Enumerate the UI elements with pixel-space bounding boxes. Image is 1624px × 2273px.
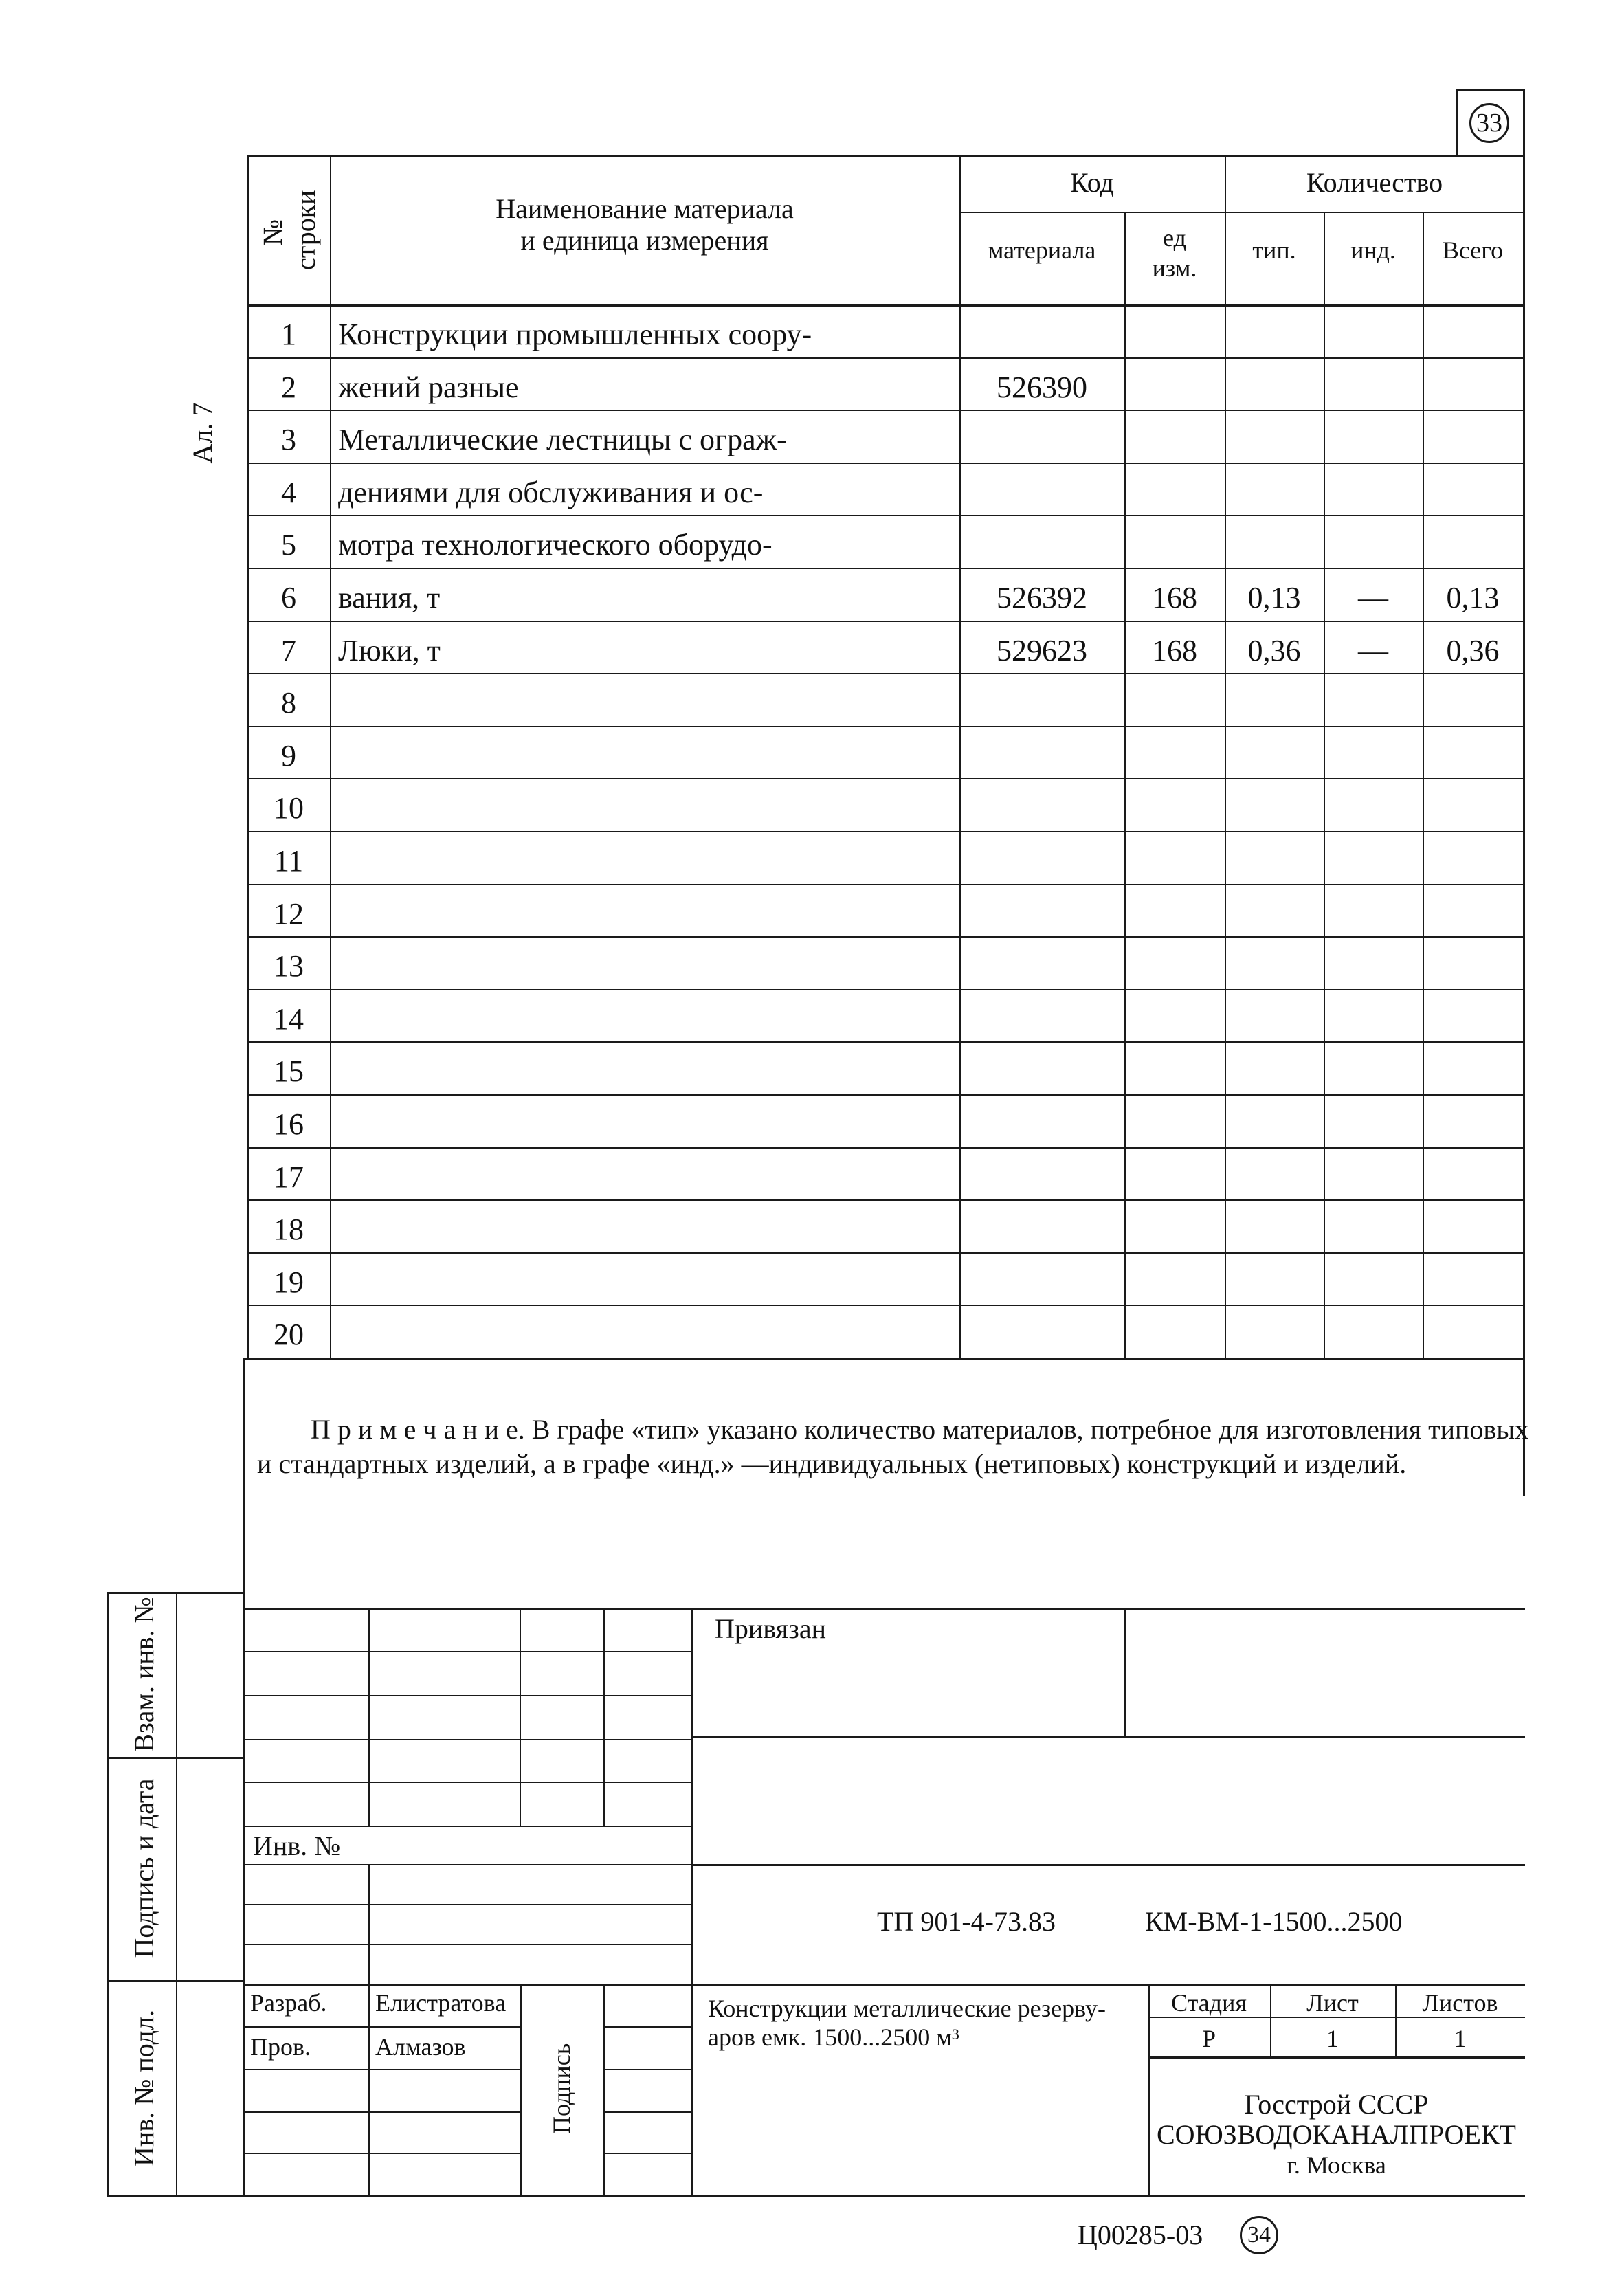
row-typ: 0,13 xyxy=(1247,581,1301,614)
footer-code: Ц00285-03 xyxy=(1078,2219,1203,2250)
row-number: 9 xyxy=(281,738,296,773)
row-number: 1 xyxy=(281,318,296,351)
row-number: 12 xyxy=(274,896,304,931)
row-total: 0,36 xyxy=(1446,633,1500,667)
row-number: 20 xyxy=(274,1318,304,1352)
row-name: вания, т xyxy=(338,581,441,614)
row-divider xyxy=(247,1252,1525,1254)
row-divider xyxy=(247,778,1525,779)
row-name: жений разные xyxy=(338,370,519,404)
stamp-vzam-inv: Взам. инв. № xyxy=(129,1597,159,1752)
row-divider xyxy=(247,831,1525,832)
row-number: 11 xyxy=(274,844,304,878)
stamp-inv-podl: Инв. № подл. xyxy=(129,2010,159,2166)
tb-doc-mark: КМ-ВМ-1-1500...2500 xyxy=(1145,1906,1403,1937)
note-line1 xyxy=(311,1416,1528,1443)
row-divider xyxy=(247,1199,1525,1201)
row-divider xyxy=(247,989,1525,990)
badge-border-right xyxy=(1523,89,1525,155)
header-code-material: материала xyxy=(988,236,1096,264)
row-number: 15 xyxy=(274,1054,304,1089)
tb-listov: 1 xyxy=(1454,2025,1467,2052)
footer-page-circle: 34 xyxy=(1240,2216,1278,2254)
row-divider xyxy=(247,357,1525,359)
row-number: 10 xyxy=(274,791,304,825)
tb-stadia-label: Стадия xyxy=(1171,1989,1247,2017)
tb-doc-code: ТП 901-4-73.83 xyxy=(877,1906,1056,1937)
tb-inv-no: Инв. № xyxy=(253,1830,341,1861)
tb-title-line1: Конструкции металлические резерву- xyxy=(708,1995,1106,2022)
note-top-border xyxy=(243,1358,1525,1360)
tb-org-line2: СОЮЗВОДОКАНАЛПРОЕКТ xyxy=(1157,2119,1516,2150)
tb-stadia: Р xyxy=(1201,2025,1216,2052)
header-qty-total: Всего xyxy=(1442,236,1504,264)
row-name: Люки, т xyxy=(338,633,441,667)
row-typ: 0,36 xyxy=(1247,633,1301,667)
row-total: 0,13 xyxy=(1446,581,1500,614)
side-mark: Ал. 7 xyxy=(187,402,218,464)
row-divider xyxy=(247,410,1525,411)
row-divider xyxy=(247,1147,1525,1149)
row-number: 13 xyxy=(274,949,304,984)
row-name: мотра технологического оборудо- xyxy=(338,528,772,562)
header-code-unit-line2: изм. xyxy=(1152,254,1197,282)
row-material: 526392 xyxy=(997,581,1087,614)
row-number: 14 xyxy=(274,1001,304,1036)
row-number: 3 xyxy=(281,423,296,457)
note-line2: и стандартных изделий, а в графе «инд.» —индивидуальных (нетиповых) конструкций и изделий. xyxy=(257,1448,1407,1479)
badge-border-top xyxy=(1456,89,1524,91)
row-divider xyxy=(247,1305,1525,1306)
row-divider xyxy=(247,621,1525,622)
row-divider xyxy=(247,884,1525,885)
tb-privyazan: Привязан xyxy=(715,1613,827,1644)
row-number: 7 xyxy=(281,633,296,667)
header-code-unit-line1: ед xyxy=(1163,224,1186,252)
stamp-podpis-data: Подпись и дата xyxy=(129,1778,159,1958)
header-qty-ind: инд. xyxy=(1350,236,1396,264)
tb-prov-label: Пров. xyxy=(250,2033,311,2061)
row-divider xyxy=(247,568,1525,569)
header-qty-typ: тип. xyxy=(1252,236,1296,264)
row-divider xyxy=(247,1041,1525,1043)
tb-listov-label: Листов xyxy=(1422,1989,1498,2017)
row-name: Металлические лестницы с ограж- xyxy=(338,423,787,457)
tb-razrab-label: Разраб. xyxy=(250,1989,327,2017)
row-divider xyxy=(247,463,1525,464)
row-unit: 168 xyxy=(1152,581,1197,614)
row-number: 17 xyxy=(274,1160,304,1194)
badge-border-left xyxy=(1456,89,1458,155)
row-unit: 168 xyxy=(1152,633,1197,667)
row-ind: — xyxy=(1358,633,1388,667)
row-material: 526390 xyxy=(997,370,1087,404)
header-code: Код xyxy=(1070,167,1114,198)
row-name: дениями для обслуживания и ос- xyxy=(338,475,764,509)
row-number: 5 xyxy=(281,528,296,562)
tb-list: 1 xyxy=(1326,2025,1339,2052)
tb-prov-name: Алмазов xyxy=(375,2033,466,2061)
row-number: 2 xyxy=(281,370,296,404)
row-divider xyxy=(247,673,1525,674)
header-quantity: Количество xyxy=(1306,167,1443,198)
row-divider xyxy=(247,515,1525,516)
tb-org-line3: г. Москва xyxy=(1287,2151,1386,2179)
header-row-no: № строки xyxy=(257,190,321,270)
row-divider xyxy=(247,726,1525,727)
tb-title-line2: аров емк. 1500...2500 м³ xyxy=(708,2023,959,2051)
header-name-line1: Наименование материала xyxy=(496,193,794,224)
tb-org-line1: Госстрой СССР xyxy=(1244,2089,1429,2120)
note-text-line1: В графе «тип» указано количество материалов, потребное для изготовления типовых xyxy=(531,1414,1529,1445)
row-number: 4 xyxy=(281,475,296,509)
header-name-line2: и единица измерения xyxy=(520,225,769,256)
tb-razrab-name: Елистратова xyxy=(375,1989,507,2017)
tb-podpis: Подпись xyxy=(548,2043,575,2134)
row-number: 6 xyxy=(281,581,296,614)
page-badge: 33 xyxy=(1469,103,1509,143)
stamp-left-border xyxy=(243,1358,245,2197)
tb-list-label: Лист xyxy=(1306,1989,1359,2017)
row-number: 8 xyxy=(281,686,296,720)
row-number: 18 xyxy=(274,1212,304,1247)
row-divider xyxy=(247,936,1525,938)
row-ind: — xyxy=(1358,581,1388,614)
row-number: 19 xyxy=(274,1265,304,1299)
row-material: 529623 xyxy=(997,633,1087,667)
row-number: 16 xyxy=(274,1107,304,1141)
row-divider xyxy=(247,1094,1525,1096)
row-name: Конструкции промышленных соору- xyxy=(338,318,812,351)
note-label: П р и м е ч а н и е. xyxy=(311,1414,525,1445)
